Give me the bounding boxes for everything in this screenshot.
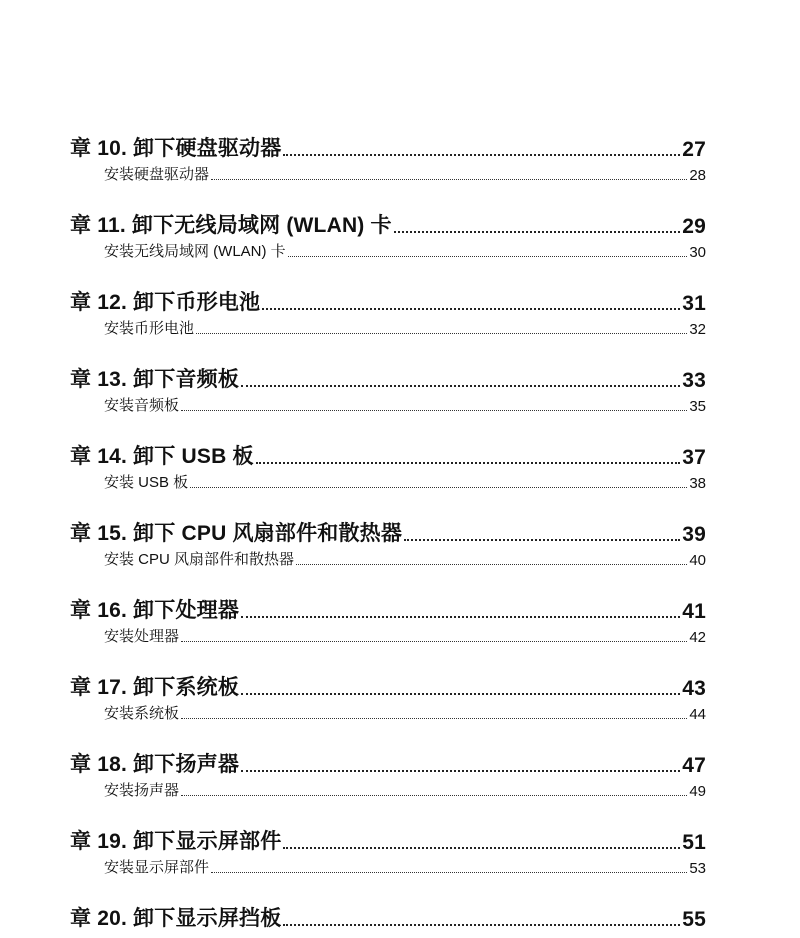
- dot-leader: [181, 410, 687, 411]
- section-page-number: 30: [689, 244, 706, 261]
- dot-leader: [190, 487, 687, 488]
- section-entry[interactable]: [70, 778, 706, 800]
- section-entry[interactable]: [70, 239, 706, 261]
- section-page-number: 42: [689, 629, 706, 646]
- toc-chapter-16: [70, 590, 706, 667]
- section-page-number: 49: [689, 783, 706, 800]
- chapter-title: 章 15. 卸下 CPU 风扇部件和散热器: [70, 522, 403, 545]
- section-title: 安装 CPU 风扇部件和散热器: [104, 551, 295, 568]
- section-entry[interactable]: [70, 547, 706, 569]
- chapter-title: 章 19. 卸下显示屏部件: [70, 830, 282, 853]
- table-of-contents: [70, 128, 706, 938]
- chapter-title: 章 10. 卸下硬盘驱动器: [70, 137, 282, 160]
- section-title: 安装系统板: [104, 705, 180, 722]
- dot-leader: [262, 308, 680, 310]
- dot-leader: [181, 718, 687, 719]
- section-title: 安装币形电池: [104, 320, 195, 337]
- dot-leader: [288, 256, 688, 257]
- chapter-entry[interactable]: [70, 821, 706, 855]
- section-title: 安装显示屏部件: [104, 859, 210, 876]
- dot-leader: [241, 770, 680, 772]
- chapter-entry[interactable]: [70, 436, 706, 470]
- section-title: 安装无线局域网 (WLAN) 卡: [104, 243, 286, 260]
- dot-leader: [241, 693, 680, 695]
- dot-leader: [211, 872, 687, 873]
- dot-leader: [283, 154, 680, 156]
- toc-chapter-14: [70, 436, 706, 513]
- toc-chapter-13: [70, 359, 706, 436]
- chapter-title: 章 20. 卸下显示屏挡板: [70, 907, 282, 930]
- chapter-entry[interactable]: [70, 205, 706, 239]
- toc-chapter-19: [70, 821, 706, 898]
- section-title: 安装扬声器: [104, 782, 180, 799]
- dot-leader: [241, 616, 680, 618]
- section-page-number: 32: [689, 321, 706, 338]
- section-entry[interactable]: [70, 701, 706, 723]
- dot-leader: [181, 641, 687, 642]
- toc-chapter-18: [70, 744, 706, 821]
- section-title: 安装音频板: [104, 397, 180, 414]
- chapter-page-number: 37: [682, 446, 706, 469]
- chapter-page-number: 55: [682, 908, 706, 931]
- chapter-entry[interactable]: [70, 590, 706, 624]
- toc-chapter-17: [70, 667, 706, 744]
- section-page-number: 35: [689, 398, 706, 415]
- chapter-page-number: 51: [682, 831, 706, 854]
- dot-leader: [211, 179, 687, 180]
- toc-chapter-20: [70, 898, 706, 938]
- section-entry[interactable]: [70, 470, 706, 492]
- section-title: 安装硬盘驱动器: [104, 166, 210, 183]
- toc-chapter-15: [70, 513, 706, 590]
- chapter-entry[interactable]: [70, 898, 706, 932]
- section-entry[interactable]: [70, 316, 706, 338]
- dot-leader: [256, 462, 681, 464]
- section-entry[interactable]: [70, 855, 706, 877]
- dot-leader: [241, 385, 680, 387]
- chapter-page-number: 43: [682, 677, 706, 700]
- chapter-title: 章 13. 卸下音频板: [70, 368, 240, 391]
- section-page-number: 38: [689, 475, 706, 492]
- dot-leader: [196, 333, 687, 334]
- toc-chapter-10: [70, 128, 706, 205]
- section-page-number: 44: [689, 706, 706, 723]
- chapter-page-number: 33: [682, 369, 706, 392]
- chapter-entry[interactable]: [70, 359, 706, 393]
- section-entry[interactable]: [70, 393, 706, 415]
- dot-leader: [181, 795, 687, 796]
- dot-leader: [404, 539, 680, 541]
- section-entry[interactable]: [70, 624, 706, 646]
- section-page-number: 28: [689, 167, 706, 184]
- chapter-entry[interactable]: [70, 744, 706, 778]
- dot-leader: [394, 231, 680, 233]
- section-entry[interactable]: [70, 162, 706, 184]
- chapter-entry[interactable]: [70, 282, 706, 316]
- chapter-title: 章 14. 卸下 USB 板: [70, 445, 254, 468]
- toc-chapter-12: [70, 282, 706, 359]
- chapter-page-number: 41: [682, 600, 706, 623]
- chapter-page-number: 39: [682, 523, 706, 546]
- chapter-title: 章 18. 卸下扬声器: [70, 753, 240, 776]
- chapter-page-number: 27: [682, 138, 706, 161]
- chapter-title: 章 16. 卸下处理器: [70, 599, 240, 622]
- chapter-title: 章 12. 卸下币形电池: [70, 291, 261, 314]
- chapter-entry[interactable]: [70, 667, 706, 701]
- section-page-number: 40: [689, 552, 706, 569]
- dot-leader: [283, 847, 680, 849]
- chapter-entry[interactable]: [70, 513, 706, 547]
- chapter-page-number: 47: [682, 754, 706, 777]
- chapter-title: 章 17. 卸下系统板: [70, 676, 240, 699]
- toc-chapter-11: [70, 205, 706, 282]
- section-title: 安装处理器: [104, 628, 180, 645]
- chapter-page-number: 31: [682, 292, 706, 315]
- section-page-number: 53: [689, 860, 706, 877]
- chapter-title: 章 11. 卸下无线局域网 (WLAN) 卡: [70, 214, 392, 237]
- chapter-page-number: 29: [682, 215, 706, 238]
- section-title: 安装 USB 板: [104, 474, 189, 491]
- dot-leader: [283, 924, 680, 926]
- dot-leader: [296, 564, 687, 565]
- chapter-entry[interactable]: [70, 128, 706, 162]
